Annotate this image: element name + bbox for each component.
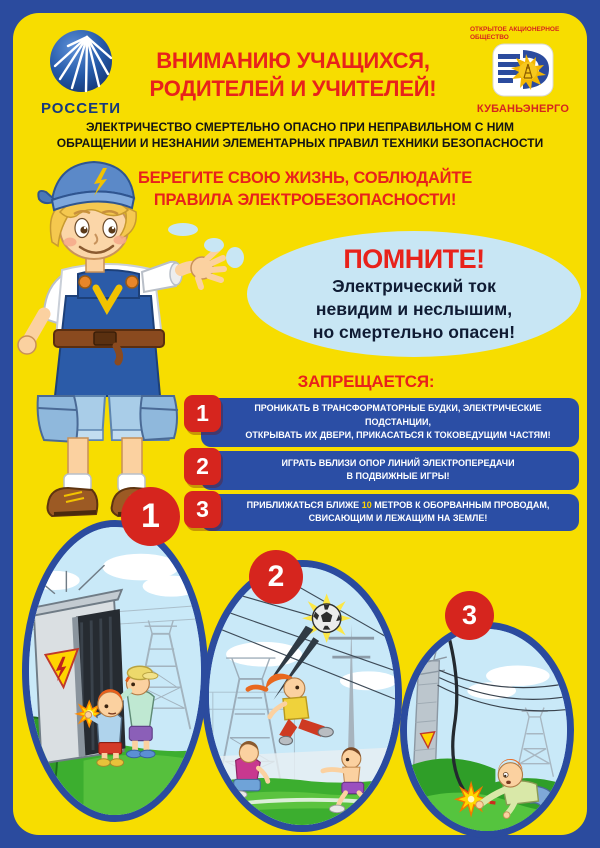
speech-bubble — [247, 231, 581, 357]
warning-line2: ОБРАЩЕНИИ И НЕЗНАНИИ ЭЛЕМЕНТАРНЫХ ПРАВИЛ ТЕХНИКИ БЕЗОПАСНОСТИ — [56, 135, 544, 150]
rule-2-bar — [196, 451, 579, 490]
rosseti-globe-icon — [48, 28, 114, 94]
pocket — [38, 396, 78, 442]
prohibited-heading: ЗАПРЕЩАЕТСЯ: — [297, 372, 435, 391]
scene-3-fallen-wire-illustration — [400, 622, 574, 838]
slogan-line2: ПРАВИЛА ЭЛЕКТРОБЕЗОПАСНОСТИ! — [153, 190, 457, 209]
bubble-line2: невидим и неслышим, — [315, 299, 513, 320]
rule-1-line2: ОТКРЫВАТЬ ИХ ДВЕРИ, ПРИКАСАТЬСЯ К ТОКОВЕДУЩИМ ЧАСТЯМ! — [245, 430, 551, 440]
soccer-ball — [312, 604, 340, 632]
rosseti-logo-text: РОССЕТИ — [40, 100, 122, 117]
thought-dot — [226, 247, 244, 268]
rule-1-bar — [196, 398, 579, 447]
warning-line1: ЭЛЕКТРИЧЕСТВО СМЕРТЕЛЬНО ОПАСНО ПРИ НЕПРАВИЛЬНОМ С НИМ — [85, 120, 515, 134]
kubanenergo-company-type: ОТКРЫТОЕ АКЦИОНЕРНОЕ ОБЩЕСТВО — [470, 26, 560, 42]
kubanenergo-logo — [460, 26, 586, 115]
rule-3-distance-highlight: 10 — [361, 499, 372, 510]
slogan-line1: БЕРЕГИТЕ СВОЮ ЖИЗНЬ, СОБЛЮДАЙТЕ — [137, 169, 473, 187]
thought-dot — [168, 223, 198, 236]
rule-2-line1: ИГРАТЬ ВБЛИЗИ ОПОР ЛИНИЙ ЭЛЕКТРОПЕРЕДАЧИ — [281, 457, 515, 468]
bubble-line3: но смертельно опасен! — [312, 321, 516, 342]
scene-2-number: 2 — [249, 550, 303, 604]
rule-1-line1: ПРОНИКАТЬ В ТРАНСФОРМАТОРНЫЕ БУДКИ, ЭЛЕКТРИЧЕСКИЕ ПОДСТАНЦИИ, — [254, 403, 542, 427]
scene-1-number: 1 — [121, 487, 180, 546]
bubble-heading: ПОМНИТЕ! — [343, 244, 485, 275]
pocket — [140, 396, 177, 440]
rule-2-number-badge: 2 — [184, 448, 221, 485]
thought-dot — [204, 238, 224, 252]
scene-2-playing-near-pylons-illustration — [202, 560, 402, 832]
rule-1-number-badge: 1 — [184, 395, 221, 432]
rule-3-bar — [196, 494, 579, 531]
kubanenergo-emblem-icon — [492, 43, 554, 97]
bubble-line1: Электрический ток — [332, 276, 496, 297]
poster-title — [126, 47, 460, 103]
kubanenergo-logo-text: КУБАНЬЭНЕРГО — [476, 102, 570, 115]
scene-1-transformer-box-illustration — [22, 520, 208, 822]
scene-3-number: 3 — [445, 591, 494, 640]
poster-title-line1: ВНИМАНИЮ УЧАЩИХСЯ, — [156, 48, 430, 73]
prohibited-rules-list — [196, 398, 579, 535]
rule-2-line2: В ПОДВИЖНЫЕ ИГРЫ! — [346, 471, 450, 481]
rosseti-logo — [28, 28, 134, 117]
rule-3-number-badge: 3 — [184, 491, 221, 528]
rule-3-line1: ПРИБЛИЖАТЬСЯ БЛИЖЕ 10 МЕТРОВ К ОБОРВАННЫМ ПРОВОДАМ, — [246, 499, 550, 510]
rule-3-line2: СВИСАЮЩИМ И ЛЕЖАЩИМ НА ЗЕМЛЕ! — [308, 513, 488, 523]
poster-title-line2: РОДИТЕЛЕЙ И УЧИТЕЛЕЙ! — [149, 76, 437, 102]
